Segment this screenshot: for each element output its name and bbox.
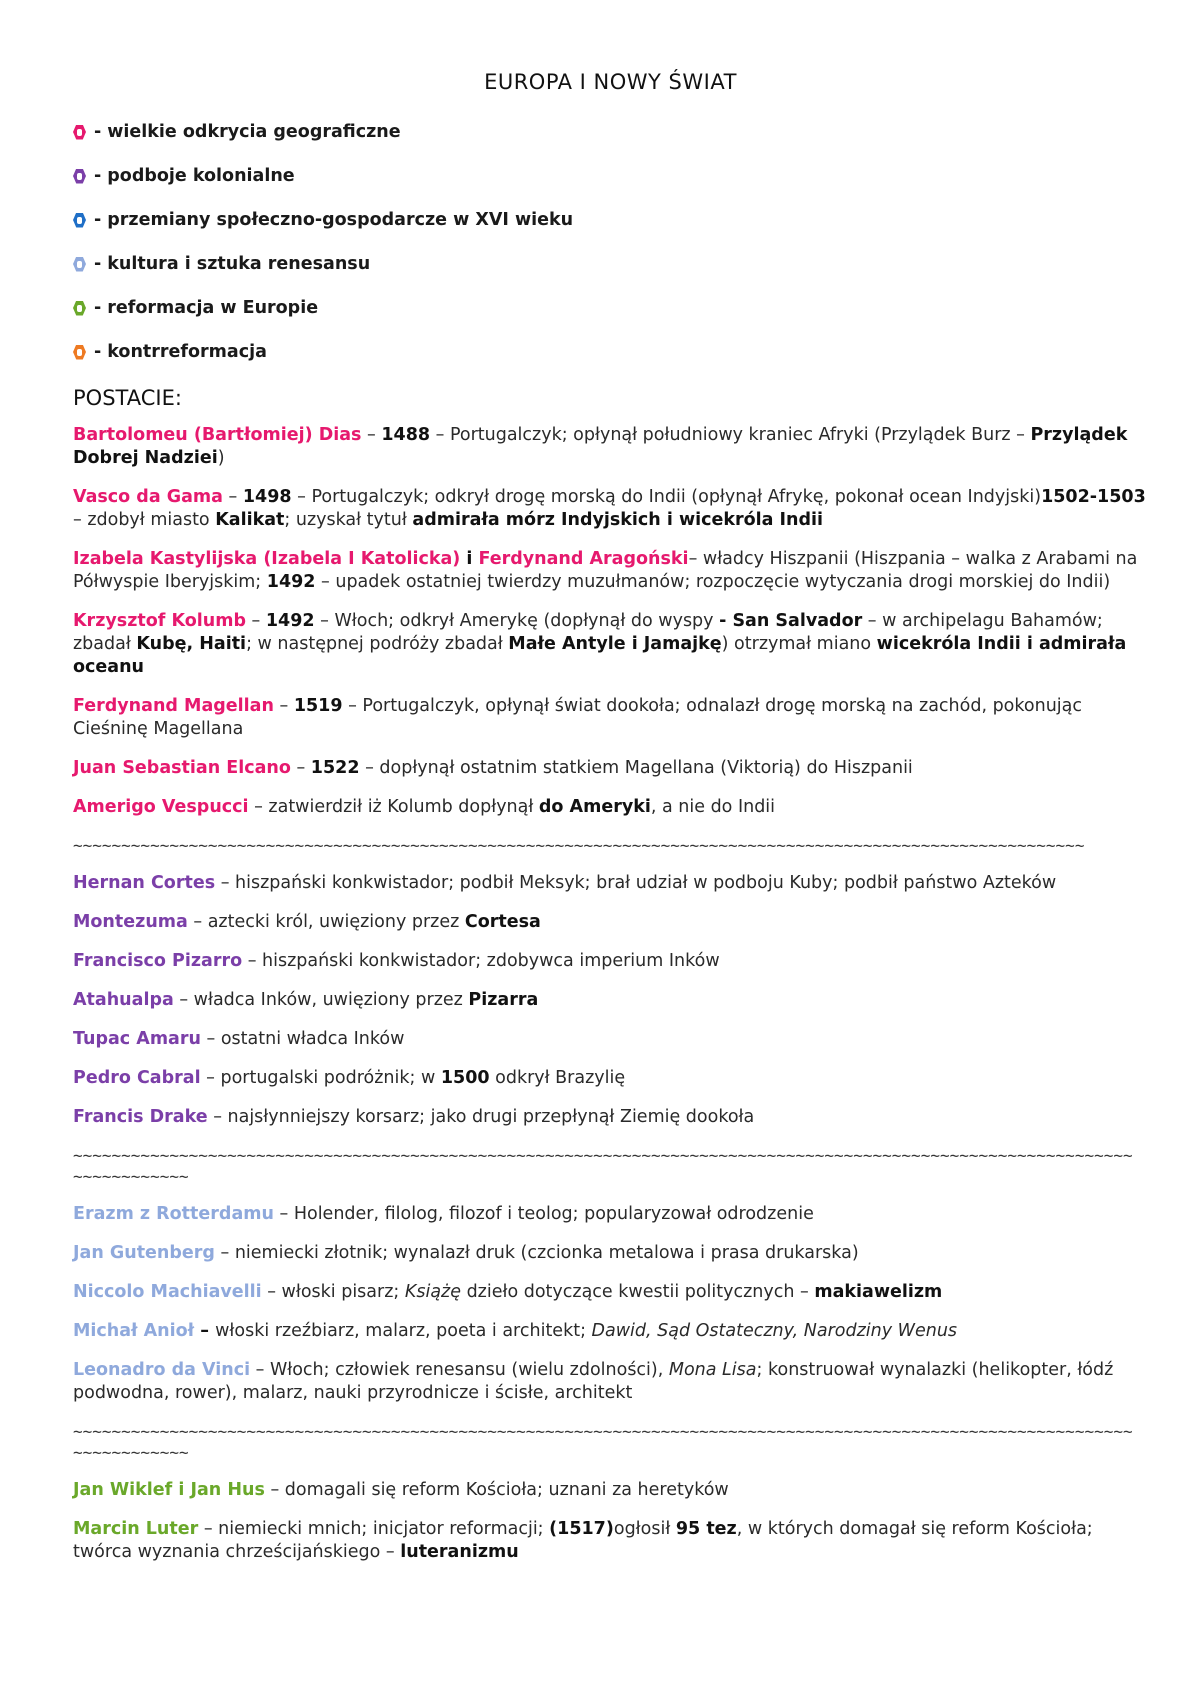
- description-text: – niemiecki złotnik; wynalazł druk (czcionka metalowa i prasa drukarska): [214, 1243, 859, 1263]
- person-name: Juan Sebastian Elcano: [73, 758, 291, 778]
- bold-text: 1502-1503: [1041, 487, 1146, 507]
- section-separator: ~~~~~~~~~~~~~~~~~~~~~~~~~~~~~~~~~~~~~~~~~~~~~~~~~~~~~~~~~~~~~~~~~~~~~~~~~~~~~~~~~~~~~~~~~~~~~~~~~~~~~~~~~~~~~~~~~~~~~~~~~~: [73, 1146, 1133, 1186]
- legend-dash: -: [94, 342, 102, 362]
- description-text: ; konstruował wynalazki (helikopter, łódź podwodna, rower), malarz, nauki przyrodnicze i ścisłe, architekt: [73, 1360, 1114, 1403]
- person-name: Hernan Cortes: [73, 873, 216, 893]
- person-entry: [73, 1028, 1148, 1051]
- description-text: ): [217, 448, 225, 468]
- person-entry: [73, 950, 1148, 973]
- description-text: – Włoch; odkrył Amerykę (dopłynął do wyspy: [314, 611, 720, 631]
- bold-text: i: [460, 549, 479, 569]
- legend-dash: -: [94, 166, 102, 186]
- description-text: odkrył Brazylię: [489, 1068, 626, 1088]
- person-name: Bartolomeu (Bartłomiej) Dias: [73, 425, 362, 445]
- hexagon-marker-icon: [73, 169, 86, 184]
- legend-dash: -: [94, 254, 102, 274]
- people-list: [73, 424, 1148, 1564]
- italic-title: Dawid, Sąd Ostateczny, Narodziny Wenus: [591, 1321, 958, 1341]
- bold-text: Przylądek Dobrej Nadziei: [73, 425, 1128, 468]
- legend-item: [73, 154, 1148, 198]
- bold-text: (1517): [549, 1519, 614, 1539]
- description-text: – zatwierdził iż Kolumb dopłynął: [248, 797, 539, 817]
- person-name: Montezuma: [73, 912, 188, 932]
- legend-dash: -: [94, 210, 102, 230]
- person-name: Jan Gutenberg: [73, 1243, 215, 1263]
- description-text: , a nie do Indii: [650, 797, 776, 817]
- bold-text: admirała mórz Indyjskich i wicekróla Indii: [412, 510, 824, 530]
- section-separator: ~~~~~~~~~~~~~~~~~~~~~~~~~~~~~~~~~~~~~~~~~~~~~~~~~~~~~~~~~~~~~~~~~~~~~~~~~~~~~~~~~~~~~~~~~~~~~~~~~~~~~~~~~~~~~~~~~~~~~~~~~~: [73, 1422, 1133, 1462]
- hexagon-marker-icon: [73, 345, 86, 360]
- description-text: – ostatni władca Inków: [200, 1029, 405, 1049]
- description-text: ; uzyskał tytuł: [284, 510, 413, 530]
- legend-item: [73, 330, 1148, 374]
- person-name: Leonadro da Vinci: [73, 1360, 251, 1380]
- description-text: – Portugalczyk; opłynął południowy kraniec Afryki (Przylądek Burz –: [430, 425, 1031, 445]
- section-separator: ~~~~~~~~~~~~~~~~~~~~~~~~~~~~~~~~~~~~~~~~~~~~~~~~~~~~~~~~~~~~~~~~~~~~~~~~~~~~~~~~~~~~~~~~~~~~~~~~~~~~~~~~~: [73, 836, 1085, 855]
- description-text: –: [273, 696, 294, 716]
- person-entry: [73, 989, 1148, 1012]
- bold-text: Kalikat: [215, 510, 285, 530]
- person-entry: [73, 796, 1148, 819]
- bold-text: 1500: [440, 1068, 490, 1088]
- description-text: –: [245, 611, 266, 631]
- document-title: EUROPA I NOWY ŚWIAT: [484, 70, 737, 94]
- description-text: włoski rzeźbiarz, malarz, poeta i architekt;: [215, 1321, 592, 1341]
- description-text: – upadek ostatniej twierdzy muzułmanów; rozpoczęcie wytyczania drogi morskiej do Indii): [315, 572, 1111, 592]
- description-text: – władcy Hiszpanii (Hiszpania – walka z Arabami na Półwyspie Iberyjskim;: [73, 549, 1138, 592]
- description-text: – hiszpański konkwistador; zdobywca imperium Inków: [242, 951, 720, 971]
- person-entry: [73, 695, 1148, 741]
- description-text: dzieło dotyczące kwestii politycznych –: [461, 1282, 815, 1302]
- description-text: , w których domagał się reform Kościoła; twórca wyznania chrześcijańskiego –: [73, 1519, 1093, 1562]
- person-entry: [73, 757, 1148, 780]
- description-text: ogłosił: [613, 1519, 676, 1539]
- description-text: – najsłynniejszy korsarz; jako drugi przepłynął Ziemię dookoła: [207, 1107, 755, 1127]
- person-name: Marcin Luter: [73, 1519, 199, 1539]
- description-text: – portugalski podróżnik; w: [200, 1068, 441, 1088]
- description-text: ; w następnej podróży zbadał: [246, 634, 509, 654]
- legend-label: wielkie odkrycia geograficzne: [107, 122, 401, 142]
- person-name: Pedro Cabral: [73, 1068, 201, 1088]
- person-entry: [73, 1203, 1148, 1226]
- person-name: Vasco da Gama: [73, 487, 223, 507]
- hexagon-marker-icon: [73, 125, 86, 140]
- document-page: [73, 70, 1148, 1580]
- person-name: Francisco Pizarro: [73, 951, 243, 971]
- person-entry: [73, 872, 1148, 895]
- person-entry: [73, 1067, 1148, 1090]
- description-text: – Holender, filolog, filozof i teolog; popularyzował odrodzenie: [273, 1204, 814, 1224]
- italic-title: Mona Lisa: [668, 1360, 757, 1380]
- bold-text: makiawelizm: [814, 1282, 943, 1302]
- bold-text: wicekróla Indii i admirała oceanu: [73, 634, 1127, 677]
- description-text: –: [361, 425, 382, 445]
- bold-text: luteranizmu: [400, 1542, 519, 1562]
- description-text: ) otrzymał miano: [721, 634, 877, 654]
- person-entry: [73, 548, 1148, 594]
- description-text: – Portugalczyk, opłynął świat dookoła; odnalazł drogę morską na zachód, pokonując Cieśninę Magellana: [73, 696, 1082, 739]
- bold-text: 1492: [266, 572, 316, 592]
- person-name: Ferdynand Magellan: [73, 696, 274, 716]
- description-text: – władca Inków, uwięziony przez: [173, 990, 469, 1010]
- legend-item: [73, 110, 1148, 154]
- legend-label: podboje kolonialne: [107, 166, 295, 186]
- legend-label: kultura i sztuka renesansu: [107, 254, 371, 274]
- legend-item: [73, 198, 1148, 242]
- description-text: –: [290, 758, 311, 778]
- hexagon-marker-icon: [73, 257, 86, 272]
- description-text: – w archipelagu Bahamów; zbadał: [73, 611, 1103, 654]
- bold-text: 1492: [265, 611, 315, 631]
- person-name: Izabela Kastylijska (Izabela I Katolicka): [73, 549, 461, 569]
- person-entry: [73, 424, 1148, 470]
- person-name: Ferdynand Aragoński: [478, 549, 689, 569]
- legend-item: [73, 242, 1148, 286]
- person-name: Niccolo Machiavelli: [73, 1282, 262, 1302]
- bold-text: 1488: [381, 425, 431, 445]
- hexagon-marker-icon: [73, 301, 86, 316]
- bold-text: –: [194, 1321, 216, 1341]
- person-name: Tupac Amaru: [73, 1029, 201, 1049]
- person-name: Erazm z Rotterdamu: [73, 1204, 274, 1224]
- legend-dash: -: [94, 298, 102, 318]
- person-entry: [73, 1242, 1148, 1265]
- legend-label: reformacja w Europie: [107, 298, 319, 318]
- person-name: Michał Anioł: [73, 1321, 195, 1341]
- section-heading: POSTACIE:: [73, 386, 182, 410]
- description-text: –: [222, 487, 243, 507]
- person-name: Atahualpa: [73, 990, 174, 1010]
- legend-label: przemiany społeczno-gospodarcze w XVI wieku: [107, 210, 574, 230]
- bold-text: - San Salvador: [719, 611, 863, 631]
- person-entry: [73, 610, 1148, 679]
- person-entry: [73, 1359, 1148, 1405]
- bold-text: 1498: [242, 487, 292, 507]
- person-entry: [73, 1518, 1148, 1564]
- person-name: Amerigo Vespucci: [73, 797, 249, 817]
- description-text: – zdobył miasto: [73, 510, 216, 530]
- bold-text: 1519: [293, 696, 343, 716]
- person-name: Francis Drake: [73, 1107, 208, 1127]
- person-entry: [73, 1320, 1148, 1343]
- bold-text: 95 tez: [675, 1519, 737, 1539]
- person-name: Jan Wiklef i Jan Hus: [73, 1480, 265, 1500]
- bold-text: do Ameryki: [538, 797, 651, 817]
- description-text: – włoski pisarz;: [261, 1282, 405, 1302]
- person-entry: [73, 1479, 1148, 1502]
- description-text: – Włoch; człowiek renesansu (wielu zdolności),: [250, 1360, 669, 1380]
- description-text: – dopłynął ostatnim statkiem Magellana (Viktorią) do Hiszpanii: [359, 758, 913, 778]
- description-text: – Portugalczyk; odkrył drogę morską do Indii (opłynął Afrykę, pokonał ocean Indyjski): [291, 487, 1042, 507]
- person-name: Krzysztof Kolumb: [73, 611, 246, 631]
- description-text: – niemiecki mnich; inicjator reformacji;: [198, 1519, 550, 1539]
- description-text: – hiszpański konkwistador; podbił Meksyk; brał udział w podboju Kuby; podbił państwo Azteków: [215, 873, 1057, 893]
- person-entry: [73, 911, 1148, 934]
- legend-dash: -: [94, 122, 102, 142]
- description-text: – aztecki król, uwięziony przez: [187, 912, 465, 932]
- bold-text: 1522: [310, 758, 360, 778]
- person-entry: [73, 1281, 1148, 1304]
- legend-item: [73, 286, 1148, 330]
- bold-text: Pizarra: [468, 990, 539, 1010]
- person-entry: [73, 486, 1148, 532]
- description-text: – domagali się reform Kościoła; uznani za heretyków: [264, 1480, 729, 1500]
- italic-title: Książę: [404, 1282, 462, 1302]
- person-entry: [73, 1106, 1148, 1129]
- legend-label: kontrreformacja: [107, 342, 267, 362]
- bold-text: Kubę, Haiti: [136, 634, 247, 654]
- bold-text: Cortesa: [464, 912, 541, 932]
- bold-text: Małe Antyle i Jamajkę: [508, 634, 722, 654]
- color-legend: [73, 110, 1148, 374]
- hexagon-marker-icon: [73, 213, 86, 228]
